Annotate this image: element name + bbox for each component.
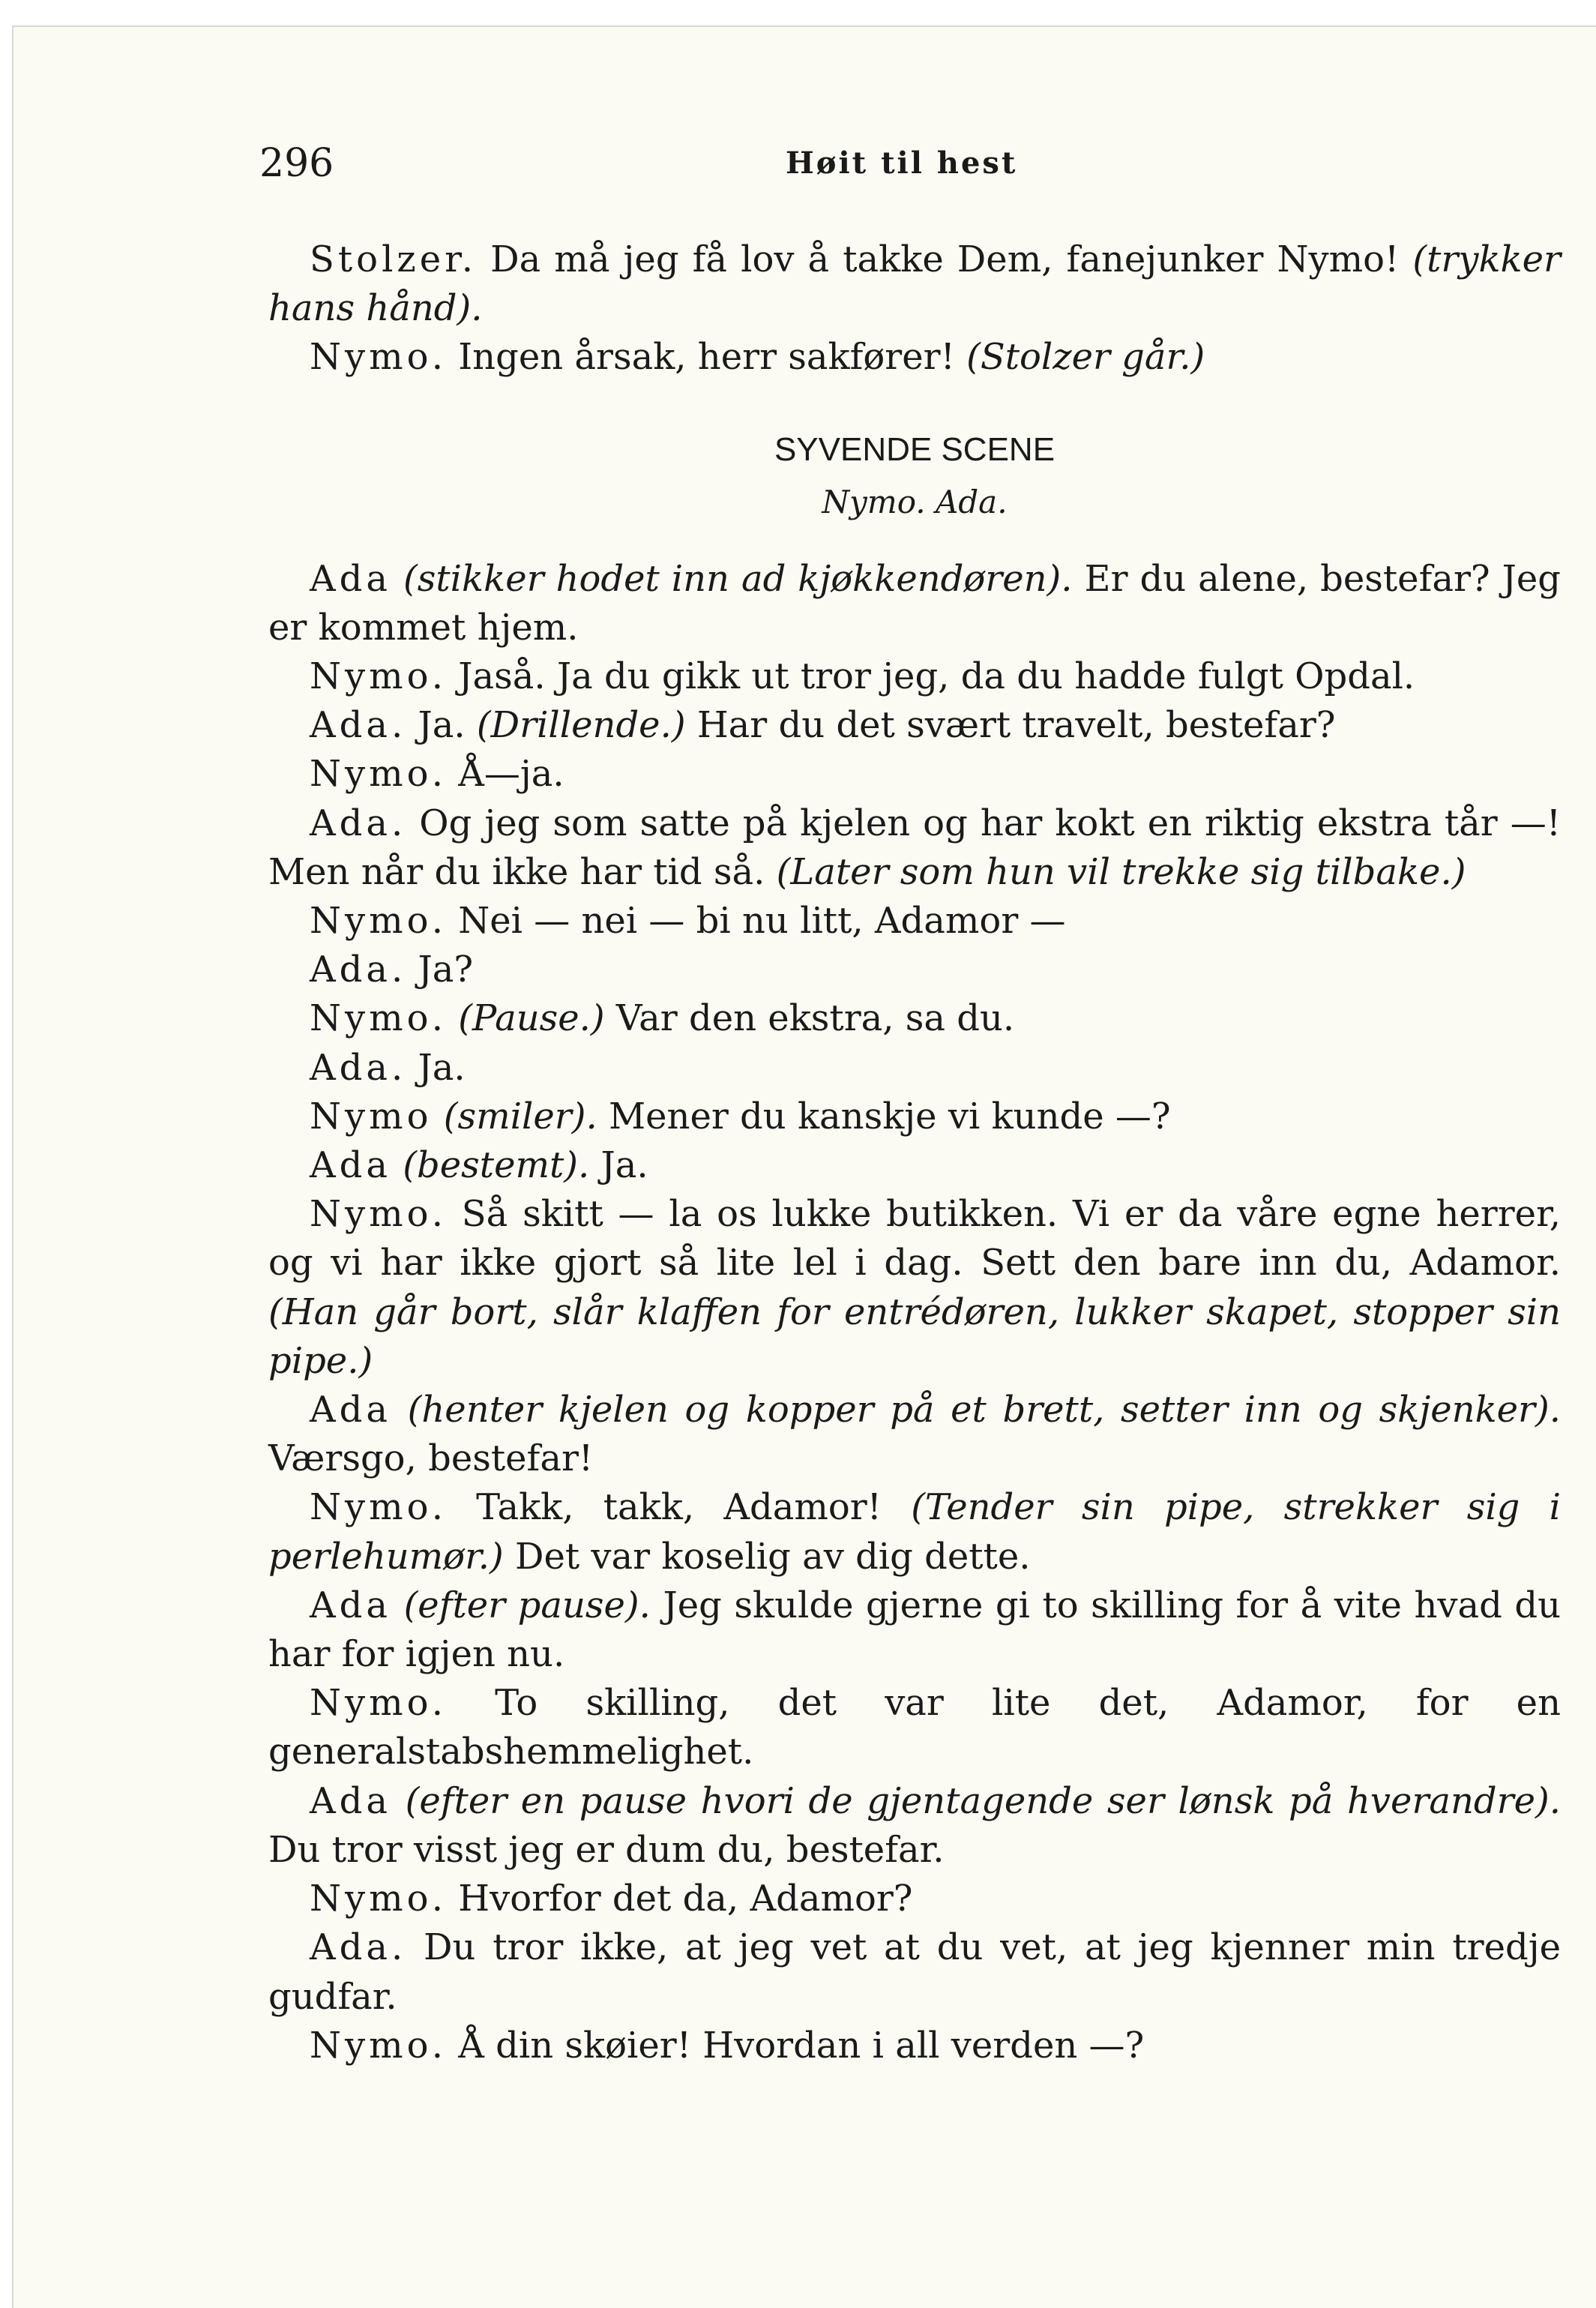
speaker-name: Ada xyxy=(310,1779,392,1822)
speaker-name: Nymo xyxy=(310,1095,433,1138)
dialogue-line xyxy=(268,1581,1561,1679)
dialogue-text: Mener du kanskje vi kunde —? xyxy=(597,1095,1171,1138)
stage-direction: (Later som hun vil trekke sig tilbake.) xyxy=(776,850,1466,893)
dialogue-text: Hvorfor det da, Adamor? xyxy=(446,1878,913,1920)
dialogue-line xyxy=(268,1141,1561,1190)
speaker-name: Nymo. xyxy=(310,2024,447,2067)
dialogue-text: Ja. xyxy=(589,1144,648,1187)
stage-direction: (efter en pause hvori de gjentagende ser lønsk på hverandre). xyxy=(405,1779,1561,1822)
dialogue-text: Ja? xyxy=(406,949,474,991)
stage-direction: (efter pause). xyxy=(403,1584,651,1626)
dialogue-line xyxy=(268,1190,1561,1386)
dialogue-text: Er du alene, bestefar? Jeg er kommet hjem. xyxy=(268,557,1562,649)
dialogue-line xyxy=(268,555,1561,652)
dialogue-text: Å—ja. xyxy=(446,753,564,796)
dialogue-text: Har du det svært travelt, bestefar? xyxy=(685,704,1336,747)
stage-direction: (Han går bort, slår klaffen for entrédøren, lukker skapet, stopper sin pipe.) xyxy=(268,1290,1561,1382)
play-text xyxy=(268,235,1561,2070)
speaker-name: Ada. xyxy=(310,1046,407,1089)
speaker-name: Ada. xyxy=(310,1926,407,1969)
speaker-name: Ada xyxy=(310,1389,392,1431)
speaker-name: Nymo. xyxy=(310,655,447,698)
dialogue-text: To skilling, det var lite det, Adamor, for en generalstabshemmelighet. xyxy=(268,1682,1561,1773)
stage-direction: (bestemt). xyxy=(403,1144,590,1187)
dialogue-text: Nei — nei — bi nu litt, Adamor — xyxy=(446,900,1066,943)
dialogue-text: Takk, takk, Adamor! xyxy=(446,1486,912,1529)
dialogue-text: Det var koselig av dig dette. xyxy=(503,1535,1031,1578)
dialogue-text: Jaså. Ja du gikk ut tror jeg, da du hadde fulgt Opdal. xyxy=(446,655,1415,698)
speaker-name: Nymo. xyxy=(310,1486,447,1529)
dialogue-line xyxy=(268,1483,1561,1581)
scene-title: SYVENDE SCENE xyxy=(774,430,1056,468)
dialogue-line xyxy=(268,701,1561,750)
speaker-name: Ada xyxy=(310,1144,392,1187)
stage-direction: (smiler). xyxy=(443,1095,597,1138)
dialogue-text: Ja. xyxy=(406,1046,466,1089)
dialogue-line xyxy=(268,1044,1561,1093)
dialogue-line xyxy=(268,799,1561,897)
dialogue-line xyxy=(268,235,1561,333)
page-header xyxy=(13,133,1596,193)
speaker-name: Ada xyxy=(310,557,392,600)
stage-direction: (trykker hans hånd). xyxy=(268,238,1561,330)
stage-direction: (Stolzer går.) xyxy=(966,336,1205,379)
speaker-name: Ada. xyxy=(310,704,407,747)
dialogue-text: Var den ekstra, sa du. xyxy=(604,997,1015,1040)
dialogue-text: Ja. xyxy=(406,704,477,747)
speaker-name: Ada. xyxy=(310,949,407,991)
dialogue-text: Så skitt — la os lukke butikken. Vi er da våre egne herrer, og vi har ikke gjort så lite lel i dag. Sett den bare inn du, Adamor. xyxy=(268,1193,1561,1284)
dialogue-text: Du tror visst jeg er dum du, bestefar. xyxy=(268,1828,945,1871)
dialogue-line xyxy=(268,994,1561,1043)
scene-characters: Nymo. Ada. xyxy=(822,483,1008,520)
dialogue-line xyxy=(268,652,1561,701)
dialogue-text: Da må jeg få lov å takke Dem, fanejunker Nymo! xyxy=(477,238,1413,280)
stage-direction: (Tender sin pipe, strekker sig i perlehumør.) xyxy=(268,1486,1561,1578)
speaker-name: Nymo. xyxy=(310,900,447,943)
running-title: Høit til hest xyxy=(786,145,1018,181)
dialogue-text: Å din skøier! Hvordan i all verden —? xyxy=(446,2024,1145,2067)
speaker-name: Ada. xyxy=(310,802,407,844)
dialogue-line xyxy=(268,2022,1561,2070)
dialogue-text: Jeg skulde gjerne gi to skilling for å vite hvad du har for igjen nu. xyxy=(268,1584,1562,1676)
speaker-name: Nymo. xyxy=(310,336,447,379)
dialogue-line xyxy=(268,1386,1561,1483)
speaker-name: Nymo. xyxy=(310,1682,447,1725)
speaker-name: Ada xyxy=(310,1584,392,1626)
dialogue-line xyxy=(268,333,1561,382)
speaker-name: Nymo. xyxy=(310,997,447,1040)
dialogue-line xyxy=(268,897,1561,946)
stage-direction: (henter kjelen og kopper på et brett, setter inn og skjenker). xyxy=(407,1389,1561,1431)
dialogue-text: Ingen årsak, herr sakfører! xyxy=(446,336,967,379)
dialogue-line xyxy=(268,1875,1561,1923)
dialogue-text: Værsgo, bestefar! xyxy=(268,1437,594,1480)
book-page xyxy=(12,25,1596,2308)
speaker-name: Nymo. xyxy=(310,1193,447,1236)
speaker-name: Stolzer. xyxy=(310,238,478,280)
dialogue-text: Du tror ikke, at jeg vet at du vet, at jeg kjenner min tredje gudfar. xyxy=(268,1926,1561,2018)
speaker-name: Nymo. xyxy=(310,1878,447,1920)
dialogue-line xyxy=(268,1093,1561,1141)
page-number: 296 xyxy=(259,141,334,186)
dialogue-text: Og jeg som satte på kjelen og har kokt en riktig ekstra tår —! Men når du ikke har tid så. xyxy=(268,802,1561,893)
dialogue-line xyxy=(268,1923,1561,2021)
stage-direction: (Drillende.) xyxy=(476,704,686,747)
dialogue-line xyxy=(268,1777,1561,1875)
speaker-name: Nymo. xyxy=(310,753,447,796)
stage-direction: (Pause.) xyxy=(458,997,605,1040)
stage-direction: (stikker hodet inn ad kjøkkendøren). xyxy=(403,557,1073,600)
dialogue-line xyxy=(268,946,1561,994)
dialogue-line xyxy=(268,1679,1561,1776)
dialogue-line xyxy=(268,750,1561,799)
